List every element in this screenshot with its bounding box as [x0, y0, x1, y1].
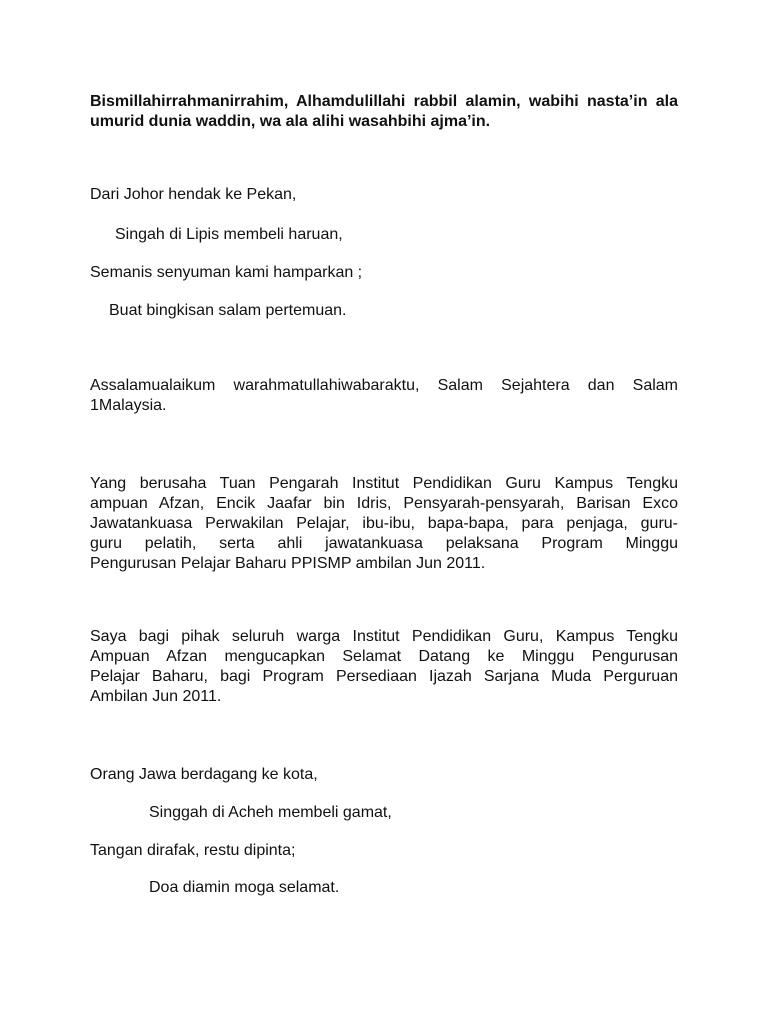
pantun2-line-3: Tangan dirafak, restu dipinta;	[90, 842, 296, 859]
address-line-4: guru pelatih, serta ahli jawatankuasa pelaksana Program Minggu	[90, 535, 678, 552]
greeting-line-1: Assalamualaikum warahmatullahiwabaraktu, Salam Sejahtera dan Salam	[90, 377, 678, 394]
greeting-paragraph	[90, 376, 678, 416]
welcome-line-3: Pelajar Baharu, bagi Program Persediaan Ijazah Sarjana Muda Perguruan	[90, 668, 678, 685]
address-line-2: ampuan Afzan, Encik Jaafar bin Idris, Pensyarah-pensyarah, Barisan Exco	[90, 495, 678, 512]
opening-line-1: Bismillahirrahmanirrahim, Alhamdulillahi rabbil alamin, wabihi nasta’in ala	[90, 93, 678, 110]
address-paragraph	[90, 474, 678, 574]
pantun2-line-1: Orang Jawa berdagang ke kota,	[90, 766, 318, 783]
pantun1-line-4: Buat bingkisan salam pertemuan.	[109, 302, 347, 319]
pantun1-line-1: Dari Johor hendak ke Pekan,	[90, 186, 297, 203]
opening-prayer	[90, 92, 678, 132]
welcome-paragraph	[90, 627, 678, 707]
welcome-line-4: Ambilan Jun 2011.	[90, 688, 222, 705]
pantun2-line-2: Singgah di Acheh membeli gamat,	[149, 804, 392, 821]
welcome-line-1: Saya bagi pihak seluruh warga Institut Pendidikan Guru, Kampus Tengku	[90, 628, 678, 645]
address-line-1: Yang berusaha Tuan Pengarah Institut Pendidikan Guru Kampus Tengku	[90, 475, 678, 492]
address-line-3: Jawatankuasa Perwakilan Pelajar, ibu-ibu, bapa-bapa, para penjaga, guru-	[90, 515, 678, 532]
pantun1-line-3: Semanis senyuman kami hamparkan ;	[90, 264, 363, 281]
document-page	[90, 0, 678, 1024]
welcome-line-2: Ampuan Afzan mengucapkan Selamat Datang ke Minggu Pengurusan	[90, 648, 678, 665]
greeting-line-2: 1Malaysia.	[90, 397, 167, 414]
address-line-5: Pengurusan Pelajar Baharu PPISMP ambilan Jun 2011.	[90, 555, 486, 572]
pantun1-line-2: Singah di Lipis membeli haruan,	[115, 226, 343, 243]
opening-line-2: umurid dunia waddin, wa ala alihi wasahbihi ajma’in.	[90, 113, 491, 130]
pantun2-line-4: Doa diamin moga selamat.	[149, 879, 340, 896]
